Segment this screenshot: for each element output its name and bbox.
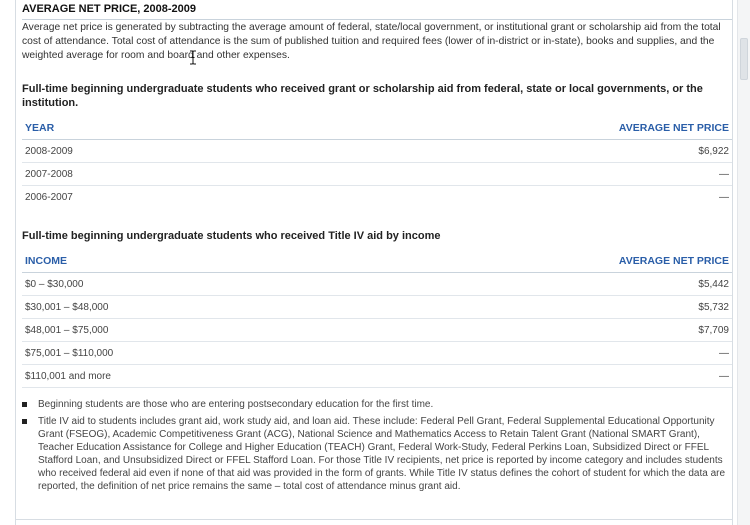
vertical-scrollbar[interactable] xyxy=(737,0,750,525)
row-value: $6,922 xyxy=(698,146,729,157)
row-label: 2008-2009 xyxy=(25,146,73,157)
net-price-definition: Average net price is generated by subtracting the average amount of federal, state/local government, or institutional grant or scholarship aid from the total cost of attendance. Total cost of attendance is the sum of published tuition and required fees (lower of in-district or in-state), books and supplies, and the weighted average for room and board and other expenses. xyxy=(22,22,721,61)
row-value: — xyxy=(719,371,729,382)
table-header xyxy=(22,117,732,140)
row-value: — xyxy=(719,348,729,359)
section-title: AVERAGE NET PRICE, 2008-2009 xyxy=(22,2,732,20)
row-label: 2007-2008 xyxy=(25,169,73,180)
row-label: $75,001 – $110,000 xyxy=(25,348,114,359)
column-header-year: YEAR xyxy=(25,122,55,134)
table-row xyxy=(22,296,732,319)
table-row xyxy=(22,365,732,388)
footnote-item xyxy=(22,415,732,493)
row-value: — xyxy=(719,169,729,180)
table-row xyxy=(22,140,732,163)
footnotes xyxy=(22,398,732,497)
row-label: $0 – $30,000 xyxy=(25,279,84,290)
net-price-by-year-table xyxy=(22,117,732,208)
square-bullet-icon xyxy=(22,402,27,407)
table-row xyxy=(22,342,732,365)
column-header-average-net-price: AVERAGE NET PRICE xyxy=(618,255,729,267)
row-value: $5,732 xyxy=(698,302,729,313)
table-header xyxy=(22,250,732,273)
row-value: $5,442 xyxy=(698,279,729,290)
text-cursor-icon xyxy=(189,50,197,65)
table-row xyxy=(22,163,732,186)
table-row xyxy=(22,273,732,296)
row-value: $7,709 xyxy=(698,325,729,336)
table2-heading: Full-time beginning undergraduate students who received Title IV aid by income xyxy=(22,230,441,242)
column-header-average-net-price: AVERAGE NET PRICE xyxy=(618,122,729,134)
scrollbar-thumb[interactable] xyxy=(740,38,748,80)
footnote-text: Title IV aid to students includes grant aid, work study aid, and loan aid. These include: Federal Pell Grant, Federal Supplemental Educational Opportunity Grant (FSEOG), Academic Competitiveness Grant (ACG), National Science and Mathematics Access to Retain Talent Grant (National SMART Grant), Teacher Education Assistance for College and Higher Education (TEACH) Grant, Federal Work-Study, Federal Perkins Loan, Subsidized Direct or FFEL Stafford Loan, and Unsubsidized Direct or FFEL Stafford Loan. For those Title IV recipients, net price is reported by income category and includes students who received federal aid even if none of that aid was provided in the form of grants. While Title IV status defines the cohort of student for which the data are reported, the definition of net price remains the same – total cost of attendance minus grant aid. xyxy=(38,416,726,492)
table-row xyxy=(22,186,732,208)
row-label: 2006-2007 xyxy=(25,192,73,203)
net-price-by-income-table xyxy=(22,250,732,388)
footnote-item xyxy=(22,398,732,411)
row-label: $48,001 – $75,000 xyxy=(25,325,109,336)
square-bullet-icon xyxy=(22,419,27,424)
row-value: — xyxy=(719,192,729,203)
column-header-income: INCOME xyxy=(25,255,67,267)
panel-bottom-border xyxy=(15,519,733,520)
row-label: $110,001 and more xyxy=(25,371,111,382)
table-row xyxy=(22,319,732,342)
table1-heading: Full-time beginning undergraduate students who received grant or scholarship aid from federal, state or local governments, or the institution. xyxy=(22,83,703,109)
row-label: $30,001 – $48,000 xyxy=(25,302,109,313)
footnote-text: Beginning students are those who are entering postsecondary education for the first time. xyxy=(38,399,434,410)
